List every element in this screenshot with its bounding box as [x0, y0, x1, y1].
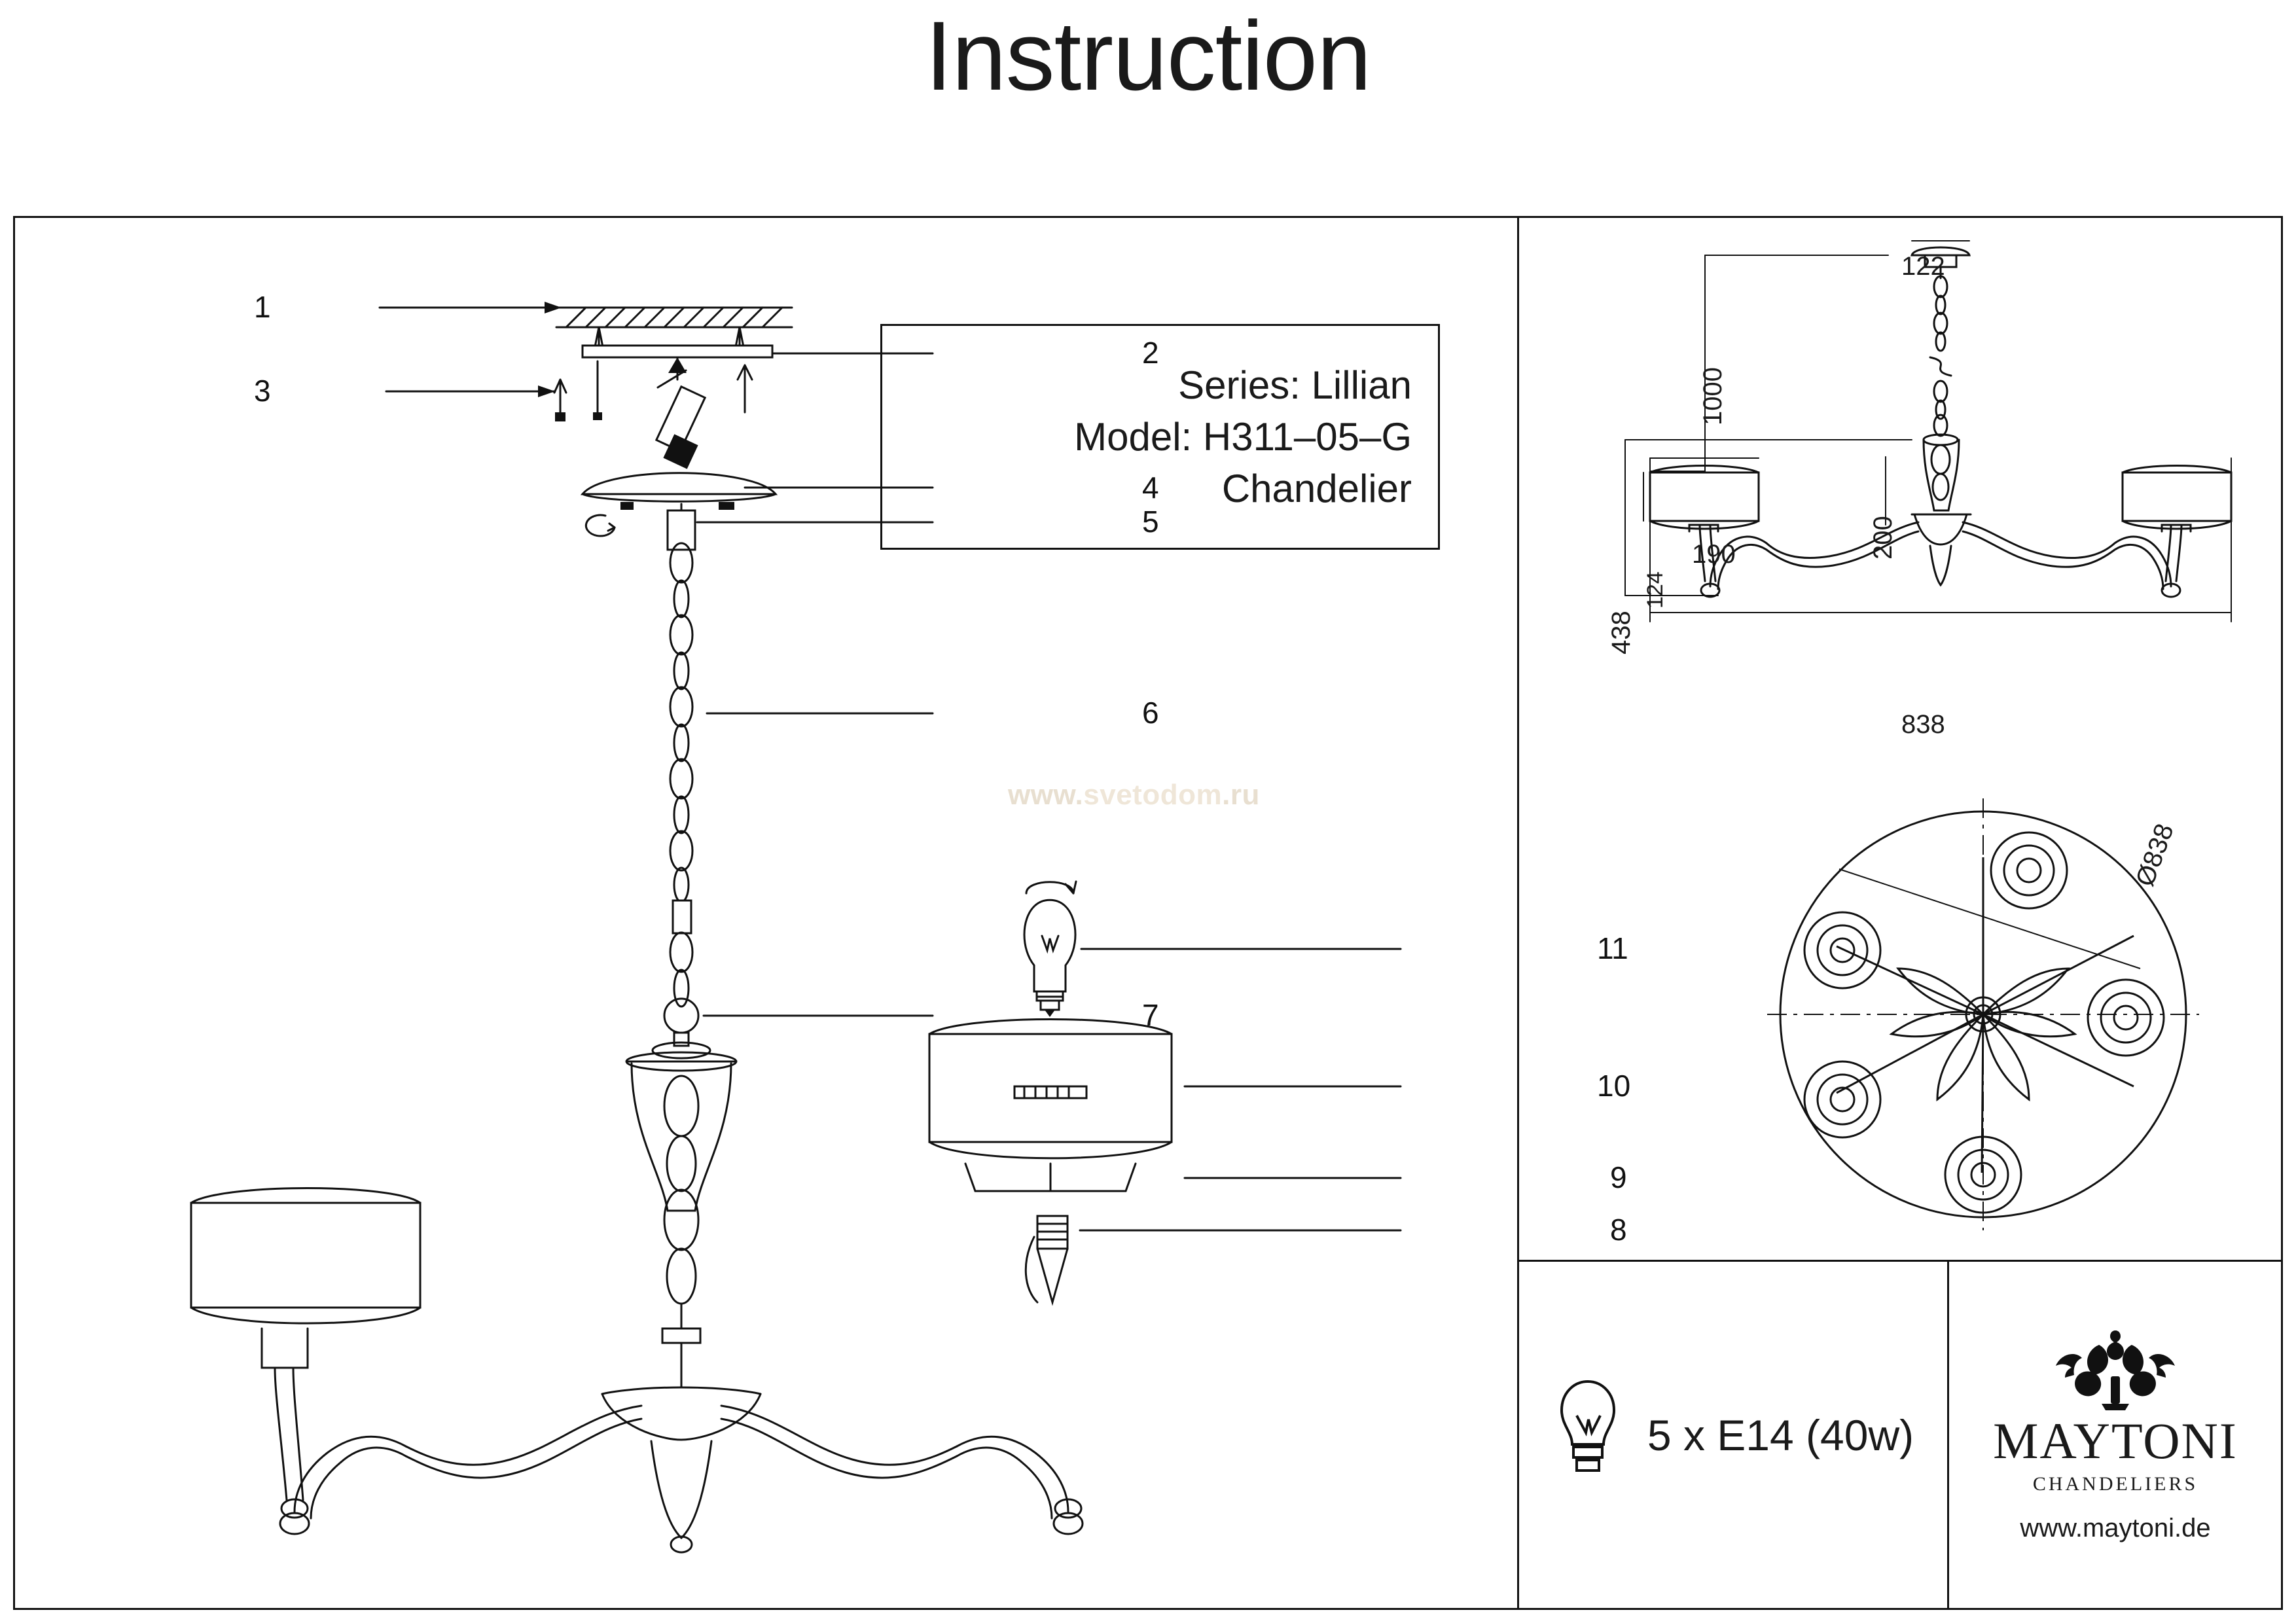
- callout-6: 6: [1142, 696, 1159, 730]
- body-top-ring: [653, 999, 710, 1058]
- callout-leader-lines: [380, 308, 1401, 1230]
- callout-11: 11: [1597, 931, 1628, 965]
- bulb-spec-label: 5 x E14 (40w): [1647, 1411, 1914, 1459]
- ceiling-slab: [556, 308, 792, 327]
- chandelier-body: [602, 1052, 761, 1552]
- bulb-specification-box: [1518, 1262, 1947, 1609]
- elevation-dimension-drawing: [1522, 229, 2281, 753]
- callout-5: 5: [1142, 505, 1159, 539]
- decorative-ornament-icon: [2034, 1328, 2197, 1413]
- light-bulb-icon: [1552, 1376, 1624, 1494]
- product-type-label: Chandelier: [1221, 467, 1412, 511]
- callout-3: 3: [254, 374, 271, 408]
- ceiling-canopy: [583, 473, 776, 510]
- brand-box: [1949, 1262, 2282, 1609]
- series-label: Series: Lillian: [1178, 363, 1412, 407]
- shade-holder-ring: [1026, 1216, 1067, 1302]
- glass-shade-assembly: [929, 1020, 1172, 1192]
- callout-4: 4: [1142, 471, 1159, 505]
- ceiling-anchors: [595, 327, 744, 347]
- elev-arms: [1650, 466, 2231, 597]
- model-label: Model: H311–05–G: [1074, 414, 1412, 459]
- callout-9: 9: [1610, 1160, 1627, 1194]
- brand-subtitle: CHANDELIERS: [2032, 1472, 2198, 1495]
- callout-1: 1: [254, 290, 271, 324]
- dim-shade-width: 190: [1692, 540, 1736, 569]
- dim-fixture-height: 438: [1607, 611, 1636, 654]
- elev-chain: [1930, 276, 1951, 436]
- dim-chain-top: 122: [1901, 252, 1945, 281]
- mounting-screws: [554, 380, 566, 421]
- exploded-assembly-diagram: [13, 216, 1517, 1610]
- dim-drop-height: 1000: [1698, 367, 1727, 425]
- watermark-middle: svetodom: [1083, 779, 1223, 811]
- elev-body: [1912, 435, 1971, 585]
- callout-8: 8: [1610, 1213, 1627, 1247]
- callout-10: 10: [1597, 1069, 1631, 1103]
- callout-2: 2: [1142, 336, 1159, 370]
- right-arm: [721, 1406, 1083, 1534]
- dim-overall-width: 838: [1901, 710, 1945, 739]
- watermark-suffix: .ru: [1222, 779, 1260, 811]
- left-arm-and-shade: [191, 1188, 641, 1535]
- brand-website: www.maytoni.de: [2020, 1513, 2211, 1543]
- watermark-prefix: www.: [1008, 779, 1084, 811]
- suspension-chain: [670, 543, 692, 1007]
- page-title: Instruction: [925, 1, 1371, 111]
- wire-connector: [656, 370, 705, 469]
- dim-shade-height: 124: [1643, 571, 1668, 609]
- dim-arm-height: 200: [1869, 516, 1897, 560]
- brand-name: MAYTONI: [1993, 1412, 2238, 1469]
- dim-plan-diameter: Ø838: [2130, 820, 2179, 891]
- callout-7: 7: [1142, 998, 1159, 1032]
- bulb-item: [1024, 882, 1076, 1017]
